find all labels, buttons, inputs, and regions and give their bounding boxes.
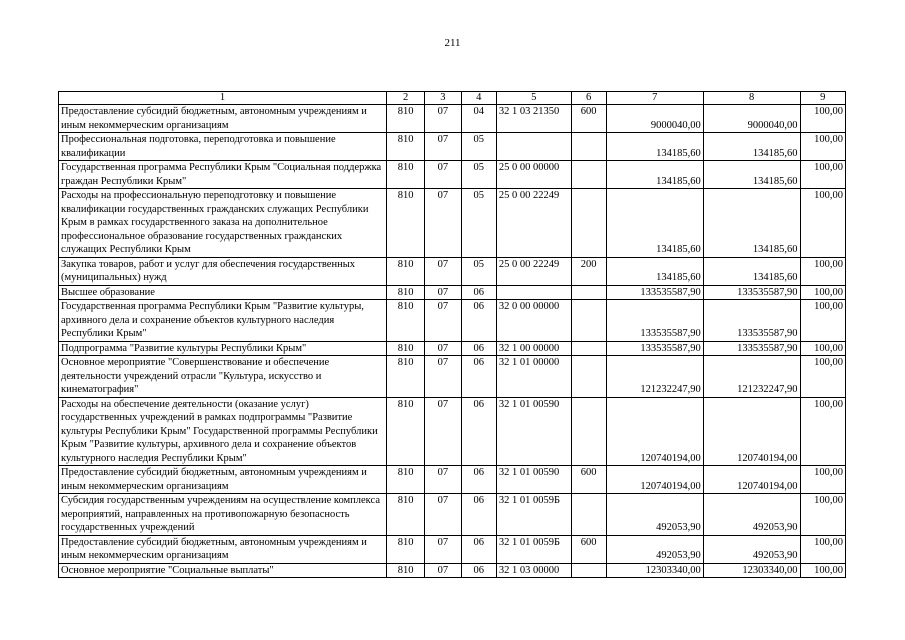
row-code-3-cell: 07 bbox=[425, 105, 461, 133]
row-amount-8-cell: 12303340,00 bbox=[703, 563, 800, 578]
row-code-6-cell: 200 bbox=[571, 257, 606, 285]
row-code-5-cell: 32 1 01 0059Б bbox=[496, 494, 571, 536]
row-amount-7-cell: 134185,60 bbox=[606, 189, 703, 258]
row-name-cell: Государственная программа Республики Крым "Развитие культуры, архивного дела и сохранение объектов культурного наследия Республики Крым" bbox=[59, 300, 387, 342]
row-code-4-cell: 05 bbox=[461, 189, 496, 258]
row-code-3-cell: 07 bbox=[425, 161, 461, 189]
row-percent-cell: 100,00 bbox=[800, 563, 845, 578]
row-code-2-cell: 810 bbox=[386, 494, 424, 536]
row-amount-8-cell: 133535587,90 bbox=[703, 300, 800, 342]
row-percent-cell: 100,00 bbox=[800, 397, 845, 466]
row-code-6-cell bbox=[571, 341, 606, 356]
table-row bbox=[59, 341, 846, 356]
row-amount-7-cell: 120740194,00 bbox=[606, 397, 703, 466]
row-name-cell: Основное мероприятие "Совершенствование и обеспечение деятельности учреждений отрасли "Культура, искусство и кинематография" bbox=[59, 356, 387, 398]
table-row bbox=[59, 300, 846, 342]
row-amount-8-cell: 492053,90 bbox=[703, 535, 800, 563]
row-code-6-cell bbox=[571, 133, 606, 161]
row-amount-7-cell: 134185,60 bbox=[606, 133, 703, 161]
row-code-6-cell bbox=[571, 356, 606, 398]
table-row bbox=[59, 189, 846, 258]
row-name-cell: Расходы на профессиональную переподготовку и повышение квалификации государственных гражданских служащих Республики Крым в рамках государственного заказа на дополнительное профессиональное образование государственных гражданских служащих Республики Крым bbox=[59, 189, 387, 258]
row-code-3-cell: 07 bbox=[425, 466, 461, 494]
row-code-5-cell bbox=[496, 133, 571, 161]
row-percent-cell: 100,00 bbox=[800, 161, 845, 189]
row-percent-cell: 100,00 bbox=[800, 189, 845, 258]
column-header: 2 bbox=[386, 92, 424, 105]
row-percent-cell: 100,00 bbox=[800, 535, 845, 563]
row-amount-7-cell: 12303340,00 bbox=[606, 563, 703, 578]
row-name-cell: Предоставление субсидий бюджетным, автономным учреждениям и иным некоммерческим организациям bbox=[59, 535, 387, 563]
row-code-2-cell: 810 bbox=[386, 563, 424, 578]
row-code-2-cell: 810 bbox=[386, 105, 424, 133]
row-amount-8-cell: 492053,90 bbox=[703, 494, 800, 536]
row-code-3-cell: 07 bbox=[425, 356, 461, 398]
row-code-3-cell: 07 bbox=[425, 300, 461, 342]
table-row bbox=[59, 257, 846, 285]
table-row bbox=[59, 494, 846, 536]
row-percent-cell: 100,00 bbox=[800, 257, 845, 285]
row-code-2-cell: 810 bbox=[386, 257, 424, 285]
row-amount-7-cell: 492053,90 bbox=[606, 535, 703, 563]
row-amount-8-cell: 134185,60 bbox=[703, 161, 800, 189]
row-code-5-cell: 32 1 03 00000 bbox=[496, 563, 571, 578]
row-amount-8-cell: 134185,60 bbox=[703, 189, 800, 258]
row-code-2-cell: 810 bbox=[386, 189, 424, 258]
column-header: 7 bbox=[606, 92, 703, 105]
table-row bbox=[59, 397, 846, 466]
row-code-6-cell bbox=[571, 563, 606, 578]
row-name-cell: Подпрограмма "Развитие культуры Республики Крым" bbox=[59, 341, 387, 356]
row-code-4-cell: 05 bbox=[461, 133, 496, 161]
column-header: 5 bbox=[496, 92, 571, 105]
row-code-2-cell: 810 bbox=[386, 397, 424, 466]
row-code-2-cell: 810 bbox=[386, 356, 424, 398]
row-code-3-cell: 07 bbox=[425, 494, 461, 536]
row-code-4-cell: 06 bbox=[461, 563, 496, 578]
row-code-5-cell: 32 1 00 00000 bbox=[496, 341, 571, 356]
column-header: 6 bbox=[571, 92, 606, 105]
row-code-6-cell bbox=[571, 285, 606, 300]
column-header: 9 bbox=[800, 92, 845, 105]
table-row bbox=[59, 285, 846, 300]
row-code-2-cell: 810 bbox=[386, 535, 424, 563]
row-name-cell: Профессиональная подготовка, переподготовка и повышение квалификации bbox=[59, 133, 387, 161]
table-row bbox=[59, 161, 846, 189]
row-amount-7-cell: 133535587,90 bbox=[606, 285, 703, 300]
row-name-cell: Закупка товаров, работ и услуг для обеспечения государственных (муниципальных) нужд bbox=[59, 257, 387, 285]
row-code-5-cell: 32 1 01 00000 bbox=[496, 356, 571, 398]
row-amount-7-cell: 121232247,90 bbox=[606, 356, 703, 398]
row-code-2-cell: 810 bbox=[386, 161, 424, 189]
row-percent-cell: 100,00 bbox=[800, 356, 845, 398]
row-code-4-cell: 05 bbox=[461, 161, 496, 189]
header-row bbox=[59, 92, 846, 105]
table-body bbox=[59, 105, 846, 578]
row-amount-7-cell: 133535587,90 bbox=[606, 300, 703, 342]
row-amount-7-cell: 120740194,00 bbox=[606, 466, 703, 494]
row-amount-7-cell: 134185,60 bbox=[606, 161, 703, 189]
column-header: 3 bbox=[425, 92, 461, 105]
row-code-5-cell: 25 0 00 22249 bbox=[496, 189, 571, 258]
row-code-6-cell bbox=[571, 161, 606, 189]
row-code-5-cell: 32 1 01 00590 bbox=[496, 466, 571, 494]
table-row bbox=[59, 466, 846, 494]
row-name-cell: Высшее образование bbox=[59, 285, 387, 300]
row-percent-cell: 100,00 bbox=[800, 133, 845, 161]
row-code-6-cell bbox=[571, 494, 606, 536]
row-percent-cell: 100,00 bbox=[800, 341, 845, 356]
row-amount-7-cell: 9000040,00 bbox=[606, 105, 703, 133]
row-code-6-cell: 600 bbox=[571, 535, 606, 563]
row-percent-cell: 100,00 bbox=[800, 494, 845, 536]
row-code-5-cell: 32 0 00 00000 bbox=[496, 300, 571, 342]
row-code-5-cell: 32 1 03 21350 bbox=[496, 105, 571, 133]
row-code-3-cell: 07 bbox=[425, 285, 461, 300]
row-code-4-cell: 06 bbox=[461, 341, 496, 356]
row-code-5-cell: 25 0 00 00000 bbox=[496, 161, 571, 189]
row-name-cell: Государственная программа Республики Крым "Социальная поддержка граждан Республики Крым" bbox=[59, 161, 387, 189]
row-amount-8-cell: 120740194,00 bbox=[703, 397, 800, 466]
row-amount-8-cell: 120740194,00 bbox=[703, 466, 800, 494]
table-row bbox=[59, 105, 846, 133]
row-code-4-cell: 06 bbox=[461, 397, 496, 466]
row-amount-7-cell: 133535587,90 bbox=[606, 341, 703, 356]
column-header: 4 bbox=[461, 92, 496, 105]
row-code-4-cell: 06 bbox=[461, 285, 496, 300]
row-code-6-cell bbox=[571, 300, 606, 342]
column-header: 1 bbox=[59, 92, 387, 105]
row-percent-cell: 100,00 bbox=[800, 105, 845, 133]
row-code-2-cell: 810 bbox=[386, 466, 424, 494]
row-code-2-cell: 810 bbox=[386, 133, 424, 161]
table-row bbox=[59, 133, 846, 161]
row-code-4-cell: 05 bbox=[461, 257, 496, 285]
row-amount-7-cell: 492053,90 bbox=[606, 494, 703, 536]
row-percent-cell: 100,00 bbox=[800, 300, 845, 342]
row-name-cell: Субсидия государственным учреждениям на осуществление комплекса мероприятий, направленных на противопожарную безопасность государственных учреждений bbox=[59, 494, 387, 536]
table-row bbox=[59, 356, 846, 398]
row-code-3-cell: 07 bbox=[425, 257, 461, 285]
row-code-5-cell: 25 0 00 22249 bbox=[496, 257, 571, 285]
row-code-6-cell: 600 bbox=[571, 466, 606, 494]
row-code-3-cell: 07 bbox=[425, 563, 461, 578]
row-percent-cell: 100,00 bbox=[800, 466, 845, 494]
row-code-3-cell: 07 bbox=[425, 341, 461, 356]
row-code-4-cell: 06 bbox=[461, 300, 496, 342]
row-code-4-cell: 04 bbox=[461, 105, 496, 133]
row-code-4-cell: 06 bbox=[461, 466, 496, 494]
row-code-3-cell: 07 bbox=[425, 535, 461, 563]
row-code-6-cell: 600 bbox=[571, 105, 606, 133]
row-code-5-cell bbox=[496, 285, 571, 300]
row-code-6-cell bbox=[571, 397, 606, 466]
row-code-5-cell: 32 1 01 00590 bbox=[496, 397, 571, 466]
row-name-cell: Предоставление субсидий бюджетным, автономным учреждениям и иным некоммерческим организациям bbox=[59, 105, 387, 133]
row-code-4-cell: 06 bbox=[461, 494, 496, 536]
column-header: 8 bbox=[703, 92, 800, 105]
table-row bbox=[59, 535, 846, 563]
table-row bbox=[59, 563, 846, 578]
row-amount-8-cell: 134185,60 bbox=[703, 133, 800, 161]
row-amount-8-cell: 133535587,90 bbox=[703, 285, 800, 300]
row-code-2-cell: 810 bbox=[386, 300, 424, 342]
row-code-2-cell: 810 bbox=[386, 285, 424, 300]
row-amount-8-cell: 9000040,00 bbox=[703, 105, 800, 133]
row-code-3-cell: 07 bbox=[425, 133, 461, 161]
row-amount-8-cell: 133535587,90 bbox=[703, 341, 800, 356]
row-code-5-cell: 32 1 01 0059Б bbox=[496, 535, 571, 563]
page-number: 211 bbox=[444, 37, 461, 49]
row-code-2-cell: 810 bbox=[386, 341, 424, 356]
row-amount-8-cell: 134185,60 bbox=[703, 257, 800, 285]
row-percent-cell: 100,00 bbox=[800, 285, 845, 300]
row-code-6-cell bbox=[571, 189, 606, 258]
row-amount-8-cell: 121232247,90 bbox=[703, 356, 800, 398]
row-name-cell: Основное мероприятие "Социальные выплаты" bbox=[59, 563, 387, 578]
row-name-cell: Расходы на обеспечение деятельности (оказание услуг) государственных учреждений в рамках подпрограммы "Развитие культуры Республики Крым" Государственной программы Республики Крым "Развитие культуры, архивного дела и сохранение объектов культурного наследия Республики Крым" bbox=[59, 397, 387, 466]
row-name-cell: Предоставление субсидий бюджетным, автономным учреждениям и иным некоммерческим организациям bbox=[59, 466, 387, 494]
row-code-3-cell: 07 bbox=[425, 189, 461, 258]
budget-table bbox=[58, 91, 846, 578]
row-code-3-cell: 07 bbox=[425, 397, 461, 466]
row-code-4-cell: 06 bbox=[461, 535, 496, 563]
row-code-4-cell: 06 bbox=[461, 356, 496, 398]
row-amount-7-cell: 134185,60 bbox=[606, 257, 703, 285]
